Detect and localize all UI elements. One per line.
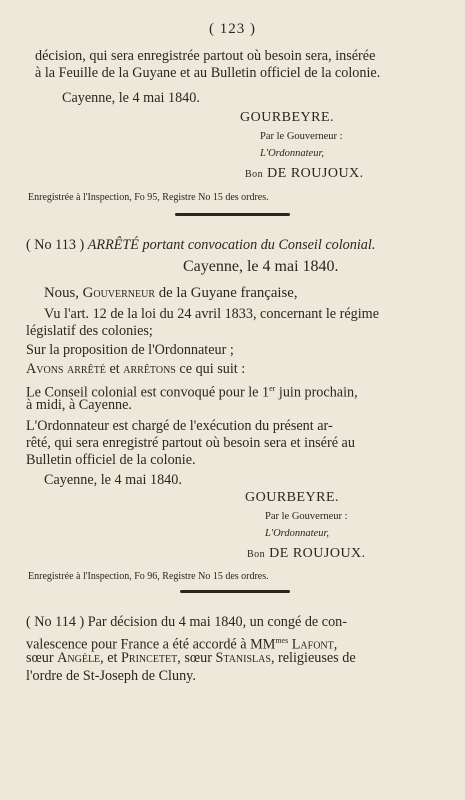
arrete-word: arrêté [67, 361, 106, 377]
name-angele: Angèle [57, 650, 101, 666]
nous-rest: de la Guyane française, [158, 285, 298, 301]
role-ordonnateur: L'Ordonnateur, [260, 148, 324, 159]
avons-rest: ce qui suit : [179, 361, 246, 377]
official-signature [247, 546, 366, 562]
decision-text: valescence pour France a été accordé à MM [26, 636, 276, 653]
title-sup: mes [275, 636, 289, 645]
vu-line-cont: législatif des colonies; [26, 323, 153, 339]
decision-text: , religieuses de [270, 650, 356, 666]
avons-line [26, 361, 245, 378]
article-1-line-2: à midi, à Cayenne. [26, 397, 132, 413]
role-ordonnateur: L'Ordonnateur, [265, 528, 329, 539]
official-name: DE ROUJOUX. [269, 546, 366, 561]
sur-line: Sur la proposition de l'Ordonnateur ; [26, 342, 234, 358]
nous-line [44, 285, 298, 302]
punct: , sœur [177, 650, 212, 666]
name-princetet: Princetet [121, 650, 178, 666]
bon-abbrev: Bon [245, 169, 264, 180]
by-line: Par le Gouverneur : [265, 511, 348, 522]
section-divider [180, 590, 290, 593]
vu-line: Vu l'art. 12 de la loi du 24 avril 1833, concernant le régime [44, 306, 380, 322]
punct: , et [100, 650, 118, 666]
decree-number: ( No 113 ) [26, 237, 85, 253]
article-1-text-cont: juin prochain, [278, 384, 358, 401]
avons-word: Avons [26, 361, 64, 377]
decision-line-4: l'ordre de St-Joseph de Cluny. [26, 668, 196, 684]
gouverneur-word: Gouverneur [82, 285, 156, 301]
registration-note: Enregistrée à l'Inspection, Fo 96, Registre No 15 des ordres. [28, 571, 269, 582]
article-2-line-1: L'Ordonnateur est chargé de l'exécution du présent ar- [26, 418, 333, 434]
text-line: à la Feuille de la Guyane et au Bulletin officiel de la colonie. [35, 65, 381, 81]
ordinal-sup: er [269, 384, 276, 393]
official-name: DE ROUJOUX. [267, 166, 364, 181]
signature-gourbeyre: GOURBEYRE. [245, 490, 340, 505]
name-lafont: Lafont [291, 636, 334, 653]
decree-title: ARRÊTÉ portant convocation du Conseil colonial. [87, 237, 376, 253]
date-line: Cayenne, le 4 mai 1840. [44, 472, 182, 488]
page-number: ( 123 ) [209, 21, 256, 37]
et-word: et [109, 361, 120, 377]
punct: , [333, 636, 338, 653]
signature-gourbeyre: GOURBEYRE. [240, 110, 335, 125]
place-date: Cayenne, le 4 mai 1840. [183, 258, 339, 275]
soeur-word: sœur [26, 650, 54, 666]
date-line: Cayenne, le 4 mai 1840. [62, 90, 200, 106]
registration-note: Enregistrée à l'Inspection, Fo 95, Registre No 15 des ordres. [28, 192, 269, 203]
article-1-text: Le Conseil colonial est convoqué pour le 1 [26, 384, 270, 401]
by-line: Par le Gouverneur : [260, 131, 343, 142]
name-stanislas: Stanislas [215, 650, 271, 666]
article-2-line-2: rêté, qui sera enregistré partout où besoin sera et inséré au [26, 435, 355, 451]
text-line: décision, qui sera enregistrée partout où besoin sera, insérée [35, 48, 376, 64]
official-signature [245, 166, 364, 182]
bon-abbrev: Bon [247, 549, 266, 560]
nous-word: Nous, [44, 285, 79, 301]
decree-header [26, 237, 375, 254]
section-divider [175, 213, 290, 216]
decision-line-3 [26, 650, 356, 667]
arretons-word: arrêtons [123, 361, 176, 377]
article-2-line-3: Bulletin officiel de la colonie. [26, 452, 196, 468]
decision-line-1: ( No 114 ) Par décision du 4 mai 1840, un congé de con- [26, 614, 347, 630]
